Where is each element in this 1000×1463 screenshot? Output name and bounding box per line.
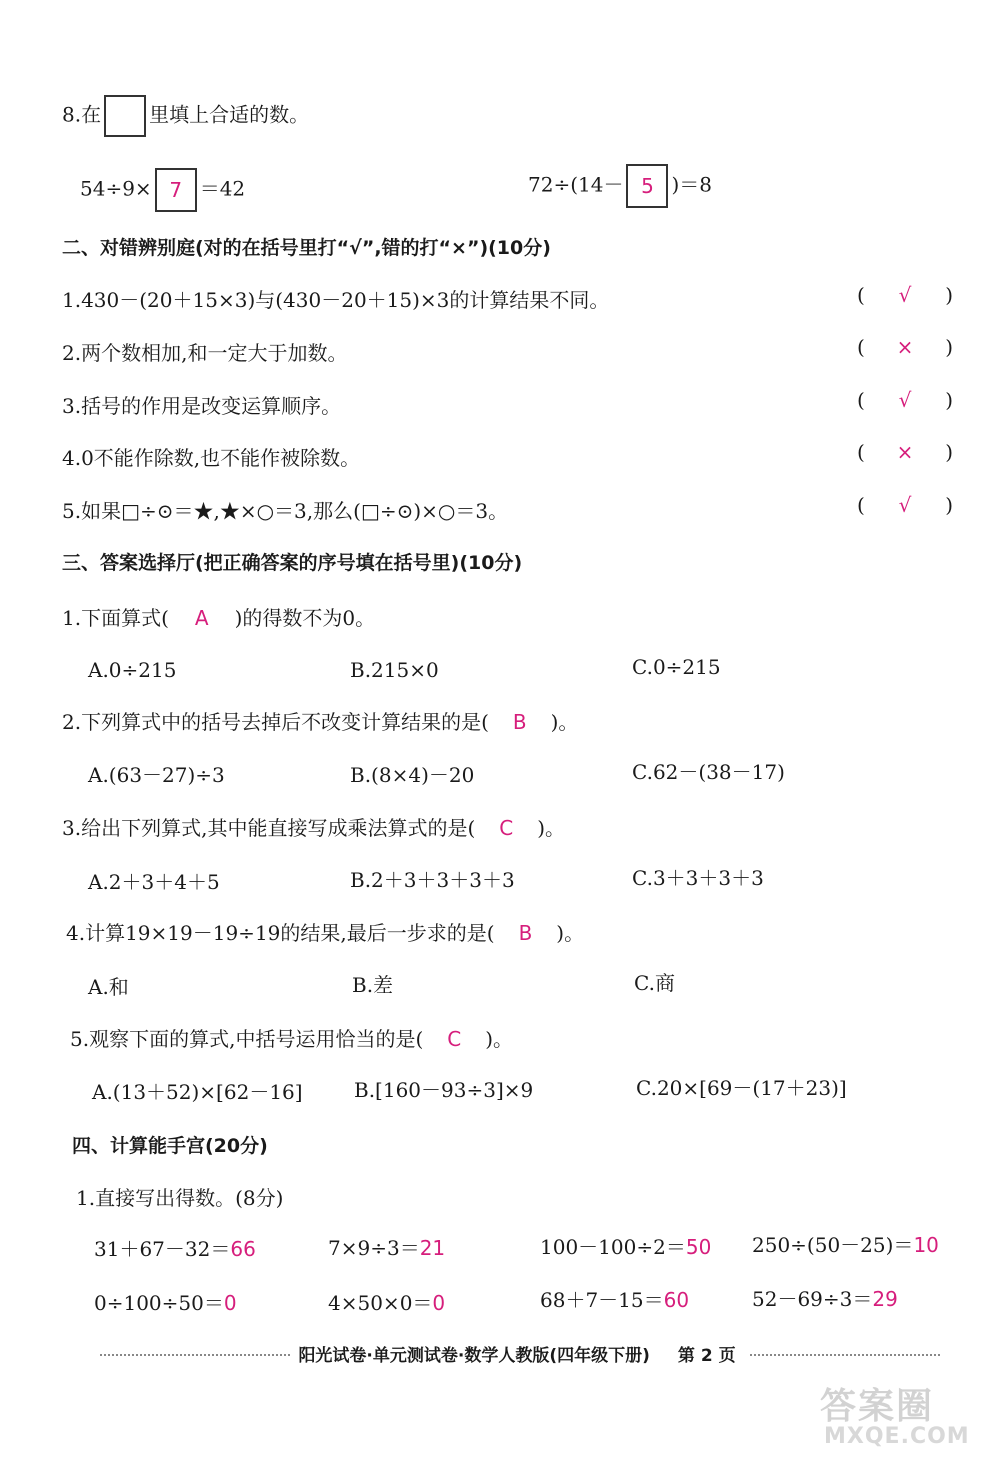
- calc-answer[interactable]: 29: [872, 1287, 898, 1311]
- s2-item-3: 3.括号的作用是改变运算顺序。: [62, 394, 342, 418]
- s3-q5-option-b: B.[160－93÷3]×9: [354, 1078, 534, 1102]
- s3-q4-option-c: C.商: [634, 971, 675, 995]
- calc-1: [94, 1234, 256, 1264]
- s3-q5-option-a: A.(13＋52)×[62－16]: [92, 1080, 303, 1104]
- answer-letter[interactable]: C: [447, 1027, 462, 1051]
- calc-expr: 31＋67－32＝: [94, 1237, 231, 1261]
- s3-q5-option-c: C.20×[69－(17＋23)]: [636, 1076, 847, 1100]
- q8-eq1-right: ＝42: [199, 176, 246, 201]
- calc-8: [752, 1284, 898, 1314]
- question-text-end: )。: [556, 921, 585, 945]
- q8-equation-2: [528, 164, 712, 208]
- close-paren: ): [945, 388, 953, 412]
- q8-instruction: [62, 95, 309, 137]
- calc-expr: 250÷(50－25)＝: [752, 1233, 914, 1257]
- calc-expr: 68＋7－15＝: [540, 1288, 664, 1312]
- close-paren: ): [945, 493, 953, 517]
- open-paren: (: [857, 388, 865, 412]
- check-mark: √: [898, 283, 912, 307]
- calc-answer[interactable]: 60: [663, 1288, 690, 1312]
- question-text: 3.给出下列算式,其中能直接写成乘法算式的是(: [62, 816, 476, 840]
- q8-eq2-right: )＝8: [671, 172, 712, 197]
- close-paren: ): [945, 440, 953, 464]
- question-text: 4.计算19×19－19÷19的结果,最后一步求的是(: [66, 921, 495, 945]
- s2-item-1: 1.430－(20＋15×3)与(430－20＋15)×3的计算结果不同。: [62, 288, 610, 312]
- empty-answer-box: [104, 95, 146, 137]
- s3-question-2: [62, 707, 578, 737]
- s2-item-4: 4.0不能作除数,也不能作被除数。: [62, 446, 361, 470]
- answer-letter[interactable]: B: [512, 710, 527, 734]
- calc-answer[interactable]: 50: [685, 1235, 712, 1259]
- section3-title: 三、答案选择厅(把正确答案的序号填在括号里)(10分): [62, 552, 523, 574]
- s3-q1-option-b: B.215×0: [350, 658, 439, 682]
- calc-4: [752, 1230, 939, 1260]
- q8-suffix: 里填上合适的数。: [149, 102, 310, 127]
- answer-letter[interactable]: C: [499, 816, 514, 840]
- s3-q1-option-a: A.0÷215: [88, 658, 177, 682]
- s3-q2-option-a: A.(63－27)÷3: [88, 763, 225, 787]
- calc-7: [540, 1285, 689, 1315]
- watermark-text: 答案圈: [820, 1386, 935, 1427]
- calc-expr: 0÷100÷50＝: [94, 1291, 224, 1315]
- calc-expr: 7×9÷3＝: [328, 1236, 420, 1260]
- s3-q2-option-b: B.(8×4)－20: [350, 763, 475, 787]
- open-paren: (: [857, 493, 865, 517]
- s3-question-1: [62, 603, 375, 633]
- s4-sub1: 1.直接写出得数。(8分): [76, 1186, 284, 1210]
- calc-3: [540, 1232, 711, 1262]
- watermark-url: MXQE.COM: [824, 1424, 970, 1449]
- calc-expr: 100－100÷2＝: [540, 1235, 686, 1259]
- q8-equation-1: [80, 168, 245, 212]
- calc-2: [328, 1233, 445, 1263]
- cross-mark: ×: [896, 440, 914, 464]
- q8-prefix: 8.在: [62, 102, 102, 127]
- calc-expr: 52－69÷3＝: [752, 1287, 873, 1311]
- cross-mark: ×: [896, 335, 914, 359]
- s2-item-2: 2.两个数相加,和一定大于加数。: [62, 341, 348, 365]
- question-text-end: )的得数不为0。: [234, 606, 376, 630]
- question-text-end: )。: [485, 1027, 514, 1051]
- q8-eq2-answer[interactable]: 5: [626, 164, 668, 208]
- page-footer: [100, 1338, 940, 1368]
- calc-answer[interactable]: 66: [230, 1237, 256, 1261]
- calc-answer[interactable]: 0: [432, 1291, 446, 1315]
- section2-title: 二、对错辨别庭(对的在括号里打“√”,错的打“×”)(10分): [62, 237, 551, 259]
- answer-letter[interactable]: B: [518, 921, 533, 945]
- open-paren: (: [857, 335, 865, 359]
- calc-answer[interactable]: 10: [913, 1233, 939, 1257]
- q8-eq1-answer[interactable]: 7: [155, 168, 197, 212]
- close-paren: ): [945, 335, 953, 359]
- q8-eq1-left: 54÷9×: [80, 176, 152, 201]
- watermark-logo: [820, 1378, 990, 1458]
- footer-dotted-rule-left: [100, 1354, 290, 1356]
- s3-q3-option-c: C.3＋3＋3＋3: [632, 866, 764, 890]
- open-paren: (: [857, 440, 865, 464]
- question-text: 2.下列算式中的括号去掉后不改变计算结果的是(: [62, 710, 489, 734]
- footer-text: 阳光试卷·单元测试卷·数学人教版(四年级下册): [298, 1345, 650, 1366]
- question-text: 5.观察下面的算式,中括号运用恰当的是(: [70, 1027, 424, 1051]
- s3-q3-option-a: A.2＋3＋4＋5: [88, 870, 220, 894]
- calc-5: [94, 1288, 237, 1318]
- question-text-end: )。: [550, 710, 579, 734]
- close-paren: ): [945, 283, 953, 307]
- calc-expr: 4×50×0＝: [328, 1291, 433, 1315]
- check-mark: √: [898, 388, 912, 412]
- page-number: 第 2 页: [677, 1345, 736, 1366]
- s3-question-5: [70, 1024, 513, 1054]
- q8-eq2-left: 72÷(14－: [528, 172, 624, 197]
- s3-q1-option-c: C.0÷215: [632, 655, 721, 679]
- s3-q4-option-a: A.和: [88, 975, 129, 999]
- open-paren: (: [857, 283, 865, 307]
- calc-answer[interactable]: 0: [223, 1291, 237, 1315]
- s2-item-5: 5.如果□÷⊙＝★,★×○＝3,那么(□÷⊙)×○＝3。: [62, 499, 509, 523]
- s3-question-4: [66, 918, 584, 948]
- footer-dotted-rule-right: [750, 1354, 940, 1356]
- calc-6: [328, 1288, 445, 1318]
- answer-letter[interactable]: A: [194, 606, 209, 630]
- question-text-end: )。: [537, 816, 566, 840]
- s3-question-3: [62, 813, 565, 843]
- section4-title: 四、计算能手宫(20分): [72, 1135, 268, 1157]
- check-mark: √: [898, 493, 912, 517]
- question-text: 1.下面算式(: [62, 606, 169, 630]
- s3-q2-option-c: C.62－(38－17): [632, 760, 785, 784]
- calc-answer[interactable]: 21: [419, 1236, 446, 1260]
- s3-q4-option-b: B.差: [352, 973, 394, 997]
- s3-q3-option-b: B.2＋3＋3＋3＋3: [350, 868, 515, 892]
